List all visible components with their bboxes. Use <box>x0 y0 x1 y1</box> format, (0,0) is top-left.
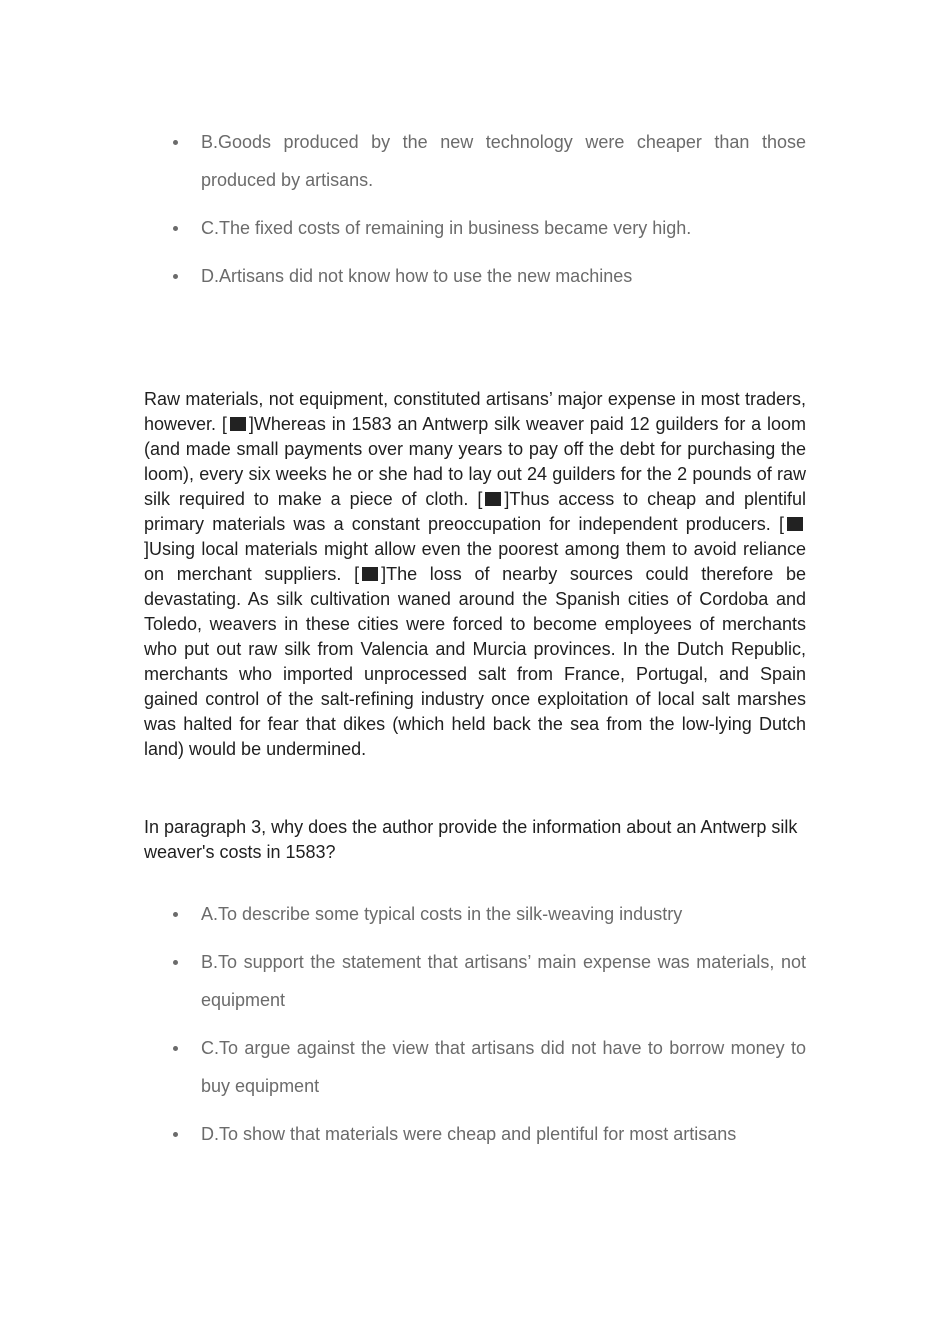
option-text: D.To show that materials were cheap and plentiful for most artisans <box>201 1124 737 1144</box>
option-c[interactable] <box>144 1029 806 1105</box>
insert-square-icon[interactable] <box>787 517 803 531</box>
bullet-icon <box>173 912 178 917</box>
option-text: D.Artisans did not know how to use the new machines <box>201 266 633 286</box>
option-text: C.The fixed costs of remaining in business became very high. <box>201 218 692 238</box>
insert-square-icon[interactable] <box>485 492 501 506</box>
passage-text: ]Using local materials might allow even the poorest among them to avoid reliance on merchant suppliers. [ <box>144 539 806 584</box>
passage-text: ]Whereas in 1583 an Antwerp silk weaver paid 12 guilders for a loom (and made small payments over many years to pay off the debt for purchasing the loom), every six weeks he or she had to lay out 24 guilders for the 2 pounds of raw silk required to make a piece of cloth. [ <box>144 414 807 509</box>
option-text: B.To support the statement that artisans’ main expense was materials, not equipment <box>201 952 806 1010</box>
option-d[interactable] <box>144 1115 806 1153</box>
passage-text: ]Thus access to cheap and plentiful primary materials was a constant preoccupation for independent producers. [ <box>144 489 806 534</box>
passage-text: Raw materials, not equipment, constituted artisans’ major expense in most traders, however. [ <box>144 389 806 434</box>
bullet-icon <box>173 1046 178 1051</box>
bullet-icon <box>173 960 178 965</box>
insert-square-icon[interactable] <box>362 567 378 581</box>
insert-square-icon[interactable] <box>230 417 246 431</box>
option-b[interactable] <box>144 123 806 199</box>
question-options <box>144 895 806 1163</box>
option-text: C.To argue against the view that artisans did not have to borrow money to buy equipment <box>201 1038 806 1096</box>
bullet-icon <box>173 226 178 231</box>
option-a[interactable] <box>144 895 806 933</box>
question-prompt: In paragraph 3, why does the author provide the information about an Antwerp silk weaver's costs in 1583? <box>144 817 798 862</box>
bullet-icon <box>173 140 178 145</box>
previous-question-options <box>144 123 806 305</box>
option-d[interactable] <box>144 257 806 295</box>
option-text: A.To describe some typical costs in the silk-weaving industry <box>201 904 683 924</box>
reading-passage <box>144 387 806 762</box>
option-text: B.Goods produced by the new technology were cheaper than those produced by artisans. <box>201 132 806 190</box>
bullet-icon <box>173 274 178 279</box>
option-c[interactable] <box>144 209 806 247</box>
passage-text: ]The loss of nearby sources could therefore be devastating. As silk cultivation waned around the Spanish cities of Cordoba and Toledo, weavers in these cities were forced to become employees of merchants who put out raw silk from Valencia and Murcia provinces. In the Dutch Republic, merchants who imported unprocessed salt from France, Portugal, and Spain gained control of the salt-refining industry once exploitation of local salt marshes was halted for fear that dikes (which held back the sea from the low-lying Dutch land) would be undermined. <box>144 564 806 759</box>
bullet-icon <box>173 1132 178 1137</box>
option-b[interactable] <box>144 943 806 1019</box>
